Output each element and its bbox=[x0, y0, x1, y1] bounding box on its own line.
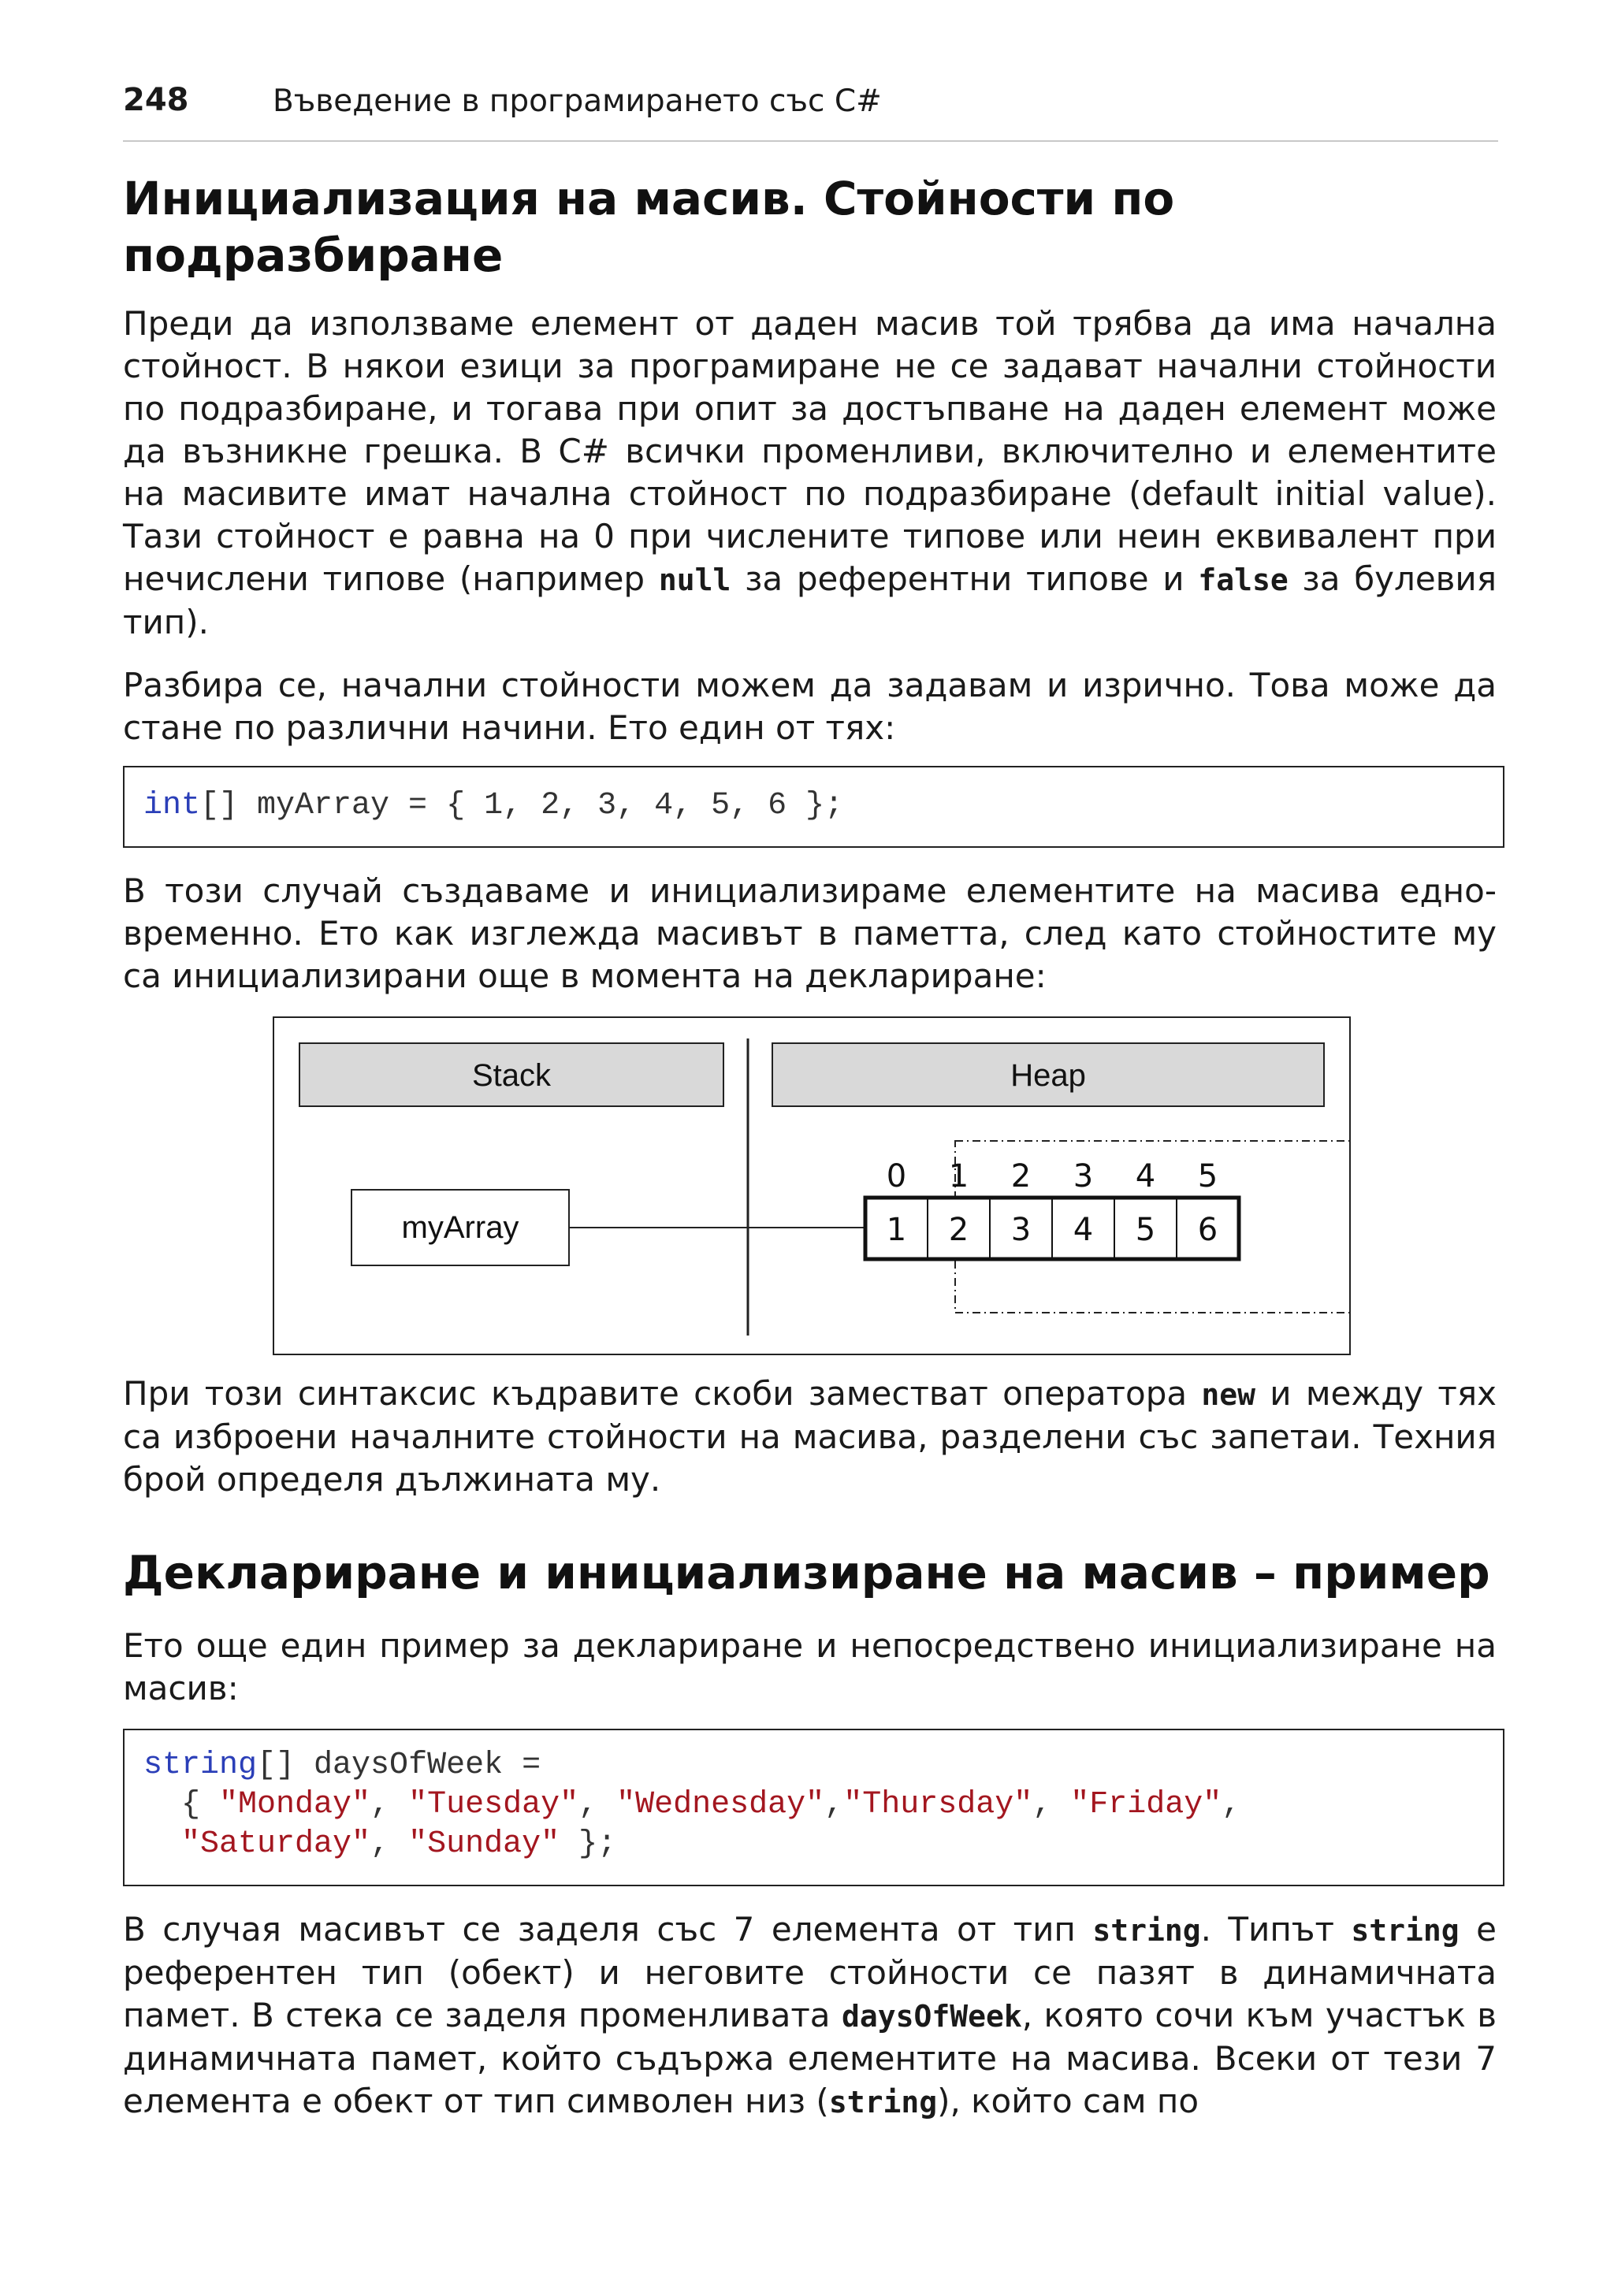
paragraph-text: ), който сам по bbox=[937, 2082, 1199, 2120]
array-value-1: 2 bbox=[948, 1212, 969, 1248]
array-index-5: 5 bbox=[1197, 1158, 1218, 1194]
paragraph-explicit-init: Разбира се, начални стойности можем да задавам и изрично. Това може да стане по различни начини. Ето един от тях: bbox=[123, 666, 1497, 747]
code-text: [] daysOfWeek = bbox=[257, 1748, 541, 1783]
code-string-type: string bbox=[828, 2085, 938, 2120]
paragraph-text: , която сочи към участък в динамичната памет, който съдържа елементите на масива. Всеки от тези 7 елемента е обект от тип символен низ ( bbox=[123, 1996, 1497, 2120]
section-heading-declaration-example: Деклариране и инициализиране на масив – пример bbox=[123, 1546, 1490, 1599]
code-string: "Thursday" bbox=[843, 1787, 1033, 1822]
paragraph-text: В случая масивът се заделя със 7 елемента от тип bbox=[123, 1910, 1093, 1949]
code-string-type: string bbox=[1351, 1913, 1460, 1948]
array-index-3: 3 bbox=[1073, 1158, 1094, 1194]
code-string: "Friday" bbox=[1070, 1787, 1222, 1822]
paragraph-text: Преди да използваме елемент от даден масив той трябва да има начална стойност. В някои езици за програмиране не се задават начални стойности по подразбиране, и тогава при опит за достъпване на даден елемент може да възникне грешка. В C# всички променливи, включително и елементите на масивите имат начална стойност по подразбиране (default initial value). Тази стойност е равна на 0 при числените типове или неин еквивалент при нечислени типове (например bbox=[123, 304, 1497, 598]
code-keyword: string bbox=[143, 1748, 258, 1783]
page-header bbox=[123, 82, 1498, 142]
array-index-2: 2 bbox=[1010, 1158, 1032, 1194]
section-heading-array-initialization bbox=[123, 170, 1174, 284]
array-index-0: 0 bbox=[886, 1158, 907, 1194]
code-string: "Wednesday" bbox=[616, 1787, 825, 1822]
code-string: "Sunday" bbox=[408, 1826, 560, 1862]
paragraph-braces-syntax bbox=[123, 1373, 1497, 1501]
paragraph-text: . Типът bbox=[1200, 1910, 1352, 1949]
stack-label: Stack bbox=[471, 1058, 552, 1093]
paragraph-string-array-memory bbox=[123, 1908, 1497, 2123]
code-string: "Tuesday" bbox=[408, 1787, 579, 1822]
code-string: "Saturday" bbox=[181, 1826, 371, 1862]
page-number: 248 bbox=[123, 82, 189, 118]
code-text: [] myArray = { 1, 2, 3, 4, 5, 6 }; bbox=[200, 788, 844, 823]
code-daysofweek: daysOfWeek bbox=[841, 1999, 1022, 2034]
array-value-2: 3 bbox=[1010, 1212, 1032, 1248]
code-null: null bbox=[658, 563, 731, 597]
paragraph-default-values bbox=[123, 303, 1497, 644]
paragraph-simultaneous-init: В този случай създаваме и инициализираме елементите на масива едно-временно. Ето как изглежда масивът в паметта, след като стойностите му са инициализирани още в момента на деклариране: bbox=[123, 871, 1497, 995]
paragraph-another-example: Ето още един пример за деклариране и непосредствено инициализиране на масив: bbox=[123, 1626, 1497, 1707]
array-index-4: 4 bbox=[1135, 1158, 1156, 1194]
code-block-int-array bbox=[123, 766, 1504, 848]
code-string: "Monday" bbox=[219, 1787, 371, 1822]
code-text: { bbox=[143, 1787, 220, 1822]
code-false: false bbox=[1198, 563, 1289, 597]
array-value-3: 4 bbox=[1073, 1212, 1094, 1248]
code-text: }; bbox=[560, 1826, 617, 1862]
paragraph-text: е референтен тип (обект) и неговите стойности се пазят в динамичната памет. В стека се заделя променливата bbox=[123, 1910, 1497, 2034]
paragraph-text: за референтни типове и bbox=[731, 559, 1199, 598]
array-value-0: 1 bbox=[886, 1212, 907, 1248]
code-block-string-array: string[] daysOfWeek = { "Monday", "Tuesday", "Wednesday","Thursday", "Friday", "Saturday", "Sunday" }; bbox=[123, 1729, 1504, 1886]
variable-label: myArray bbox=[401, 1210, 519, 1245]
heading-line-1: Инициализация на масив. Стойности по bbox=[123, 172, 1175, 225]
heading-line-2: подразбиране bbox=[123, 228, 504, 282]
book-title: Въведение в програмирането със C# bbox=[273, 84, 882, 119]
heap-label: Heap bbox=[1010, 1058, 1086, 1093]
array-index-1: 1 bbox=[948, 1158, 969, 1194]
array-value-5: 6 bbox=[1197, 1212, 1218, 1248]
paragraph-text: При този синтаксис къдравите скоби заместват оператора bbox=[123, 1374, 1202, 1413]
code-keyword: int bbox=[143, 788, 201, 823]
array-value-4: 5 bbox=[1135, 1212, 1156, 1248]
memory-diagram bbox=[273, 1016, 1351, 1355]
paragraph-text: и между тях са изброени началните стойности на масива, разделени със запетаи. Техния брой определя дължината му. bbox=[123, 1374, 1497, 1499]
array-cells bbox=[865, 1198, 1239, 1259]
code-string-type: string bbox=[1092, 1913, 1201, 1948]
code-new: new bbox=[1201, 1377, 1256, 1412]
paragraph-text: за булевия тип). bbox=[123, 559, 1497, 641]
